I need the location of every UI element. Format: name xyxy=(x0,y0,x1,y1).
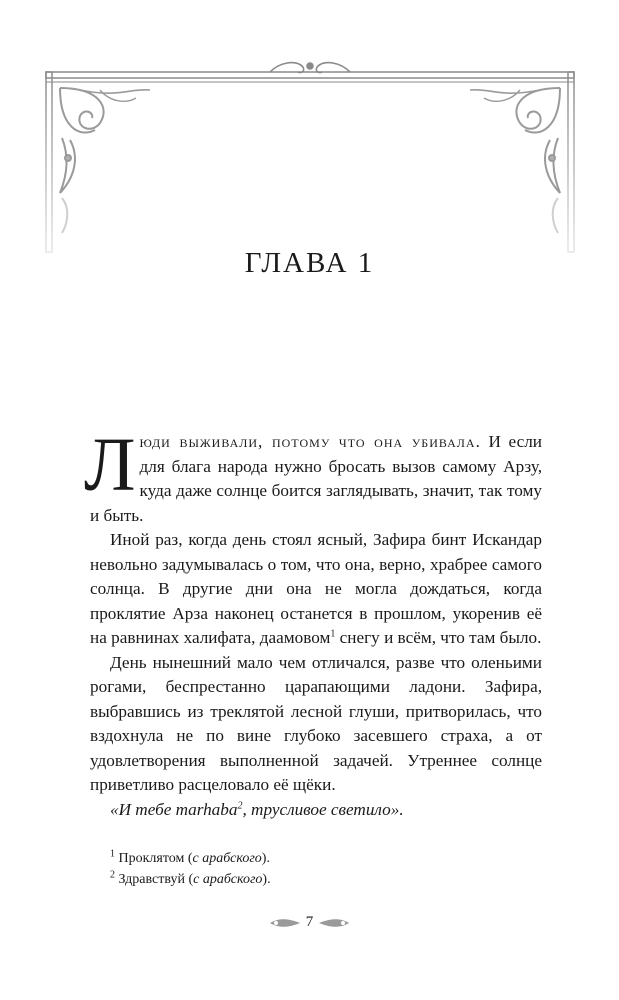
page-number: 7 xyxy=(305,914,314,930)
right-corner-ornament xyxy=(470,88,560,233)
footnote-2-text: Здравствуй ( xyxy=(115,872,194,887)
footnote-1-text: Проклятом ( xyxy=(115,851,193,866)
footnote-2-italic: с арабского xyxy=(193,872,263,887)
paragraph-1-rest: И если для блага народа нужно бросать вызов самому Арзу, куда даже солнце боится заглядывать, значит, так тому и быть. xyxy=(90,432,542,525)
footnotes xyxy=(110,848,540,890)
paragraph-3: День нынешний мало чем отличался, разве что оленьими рогами, беспрестанно царапающими ладони. Зафира, выбравшись из треклятой лесной глуши, притворилась, что вздохнула не по вине глубоко засевшего страха, а от удовлетворения выполненной задачей. Утреннее солнце приветливо расцеловало её щёки. xyxy=(90,652,542,794)
decorative-frame xyxy=(40,58,580,258)
left-corner-ornament xyxy=(60,88,150,233)
footnote-1-number: 1 xyxy=(110,848,115,860)
paragraph-2-text-a: Иной раз, когда день стоял ясный, Зафира бинт Искандар невольно задумывалась о том, что она, верно, храбрее самого солнца. В другие дни она не могла дождаться, когда проклятие Арза наконец останется в прошлом, укоренив её на равнинах халифата, даамовом xyxy=(90,530,542,647)
drop-cap: Л xyxy=(84,423,136,507)
paragraph-4-text-a: «И тебе marhaba xyxy=(110,799,238,819)
paragraph-4-text-b: , трусливое светило». xyxy=(242,799,404,819)
footnote-1-end: ). xyxy=(261,851,270,866)
frame-left-column xyxy=(46,72,56,252)
chapter-title: ГЛАВА 1 xyxy=(244,247,375,279)
opening-smallcaps: юди выживали, потому что она убивала. xyxy=(139,432,481,451)
paragraph-2 xyxy=(90,528,542,651)
paragraph-1 xyxy=(84,423,542,528)
footnote-1 xyxy=(110,848,540,869)
paragraph-4 xyxy=(90,798,542,823)
right-flourish-icon xyxy=(317,917,351,929)
frame-top-bar xyxy=(46,72,574,82)
page-footer xyxy=(0,914,619,931)
footnote-1-italic: с арабского xyxy=(192,851,262,866)
footnote-2 xyxy=(110,869,540,890)
top-center-flourish xyxy=(270,63,350,73)
footnote-2-end: ). xyxy=(262,872,271,887)
paragraph-2-text-b: снегу и всём, что там было. xyxy=(335,628,542,647)
left-flourish-icon xyxy=(268,917,302,929)
footnote-ref-1[interactable]: 1 xyxy=(330,628,336,640)
footnote-ref-2[interactable]: 2 xyxy=(237,799,243,811)
body-text xyxy=(84,423,542,822)
frame-right-column xyxy=(564,72,574,252)
footnote-2-number: 2 xyxy=(110,869,115,881)
